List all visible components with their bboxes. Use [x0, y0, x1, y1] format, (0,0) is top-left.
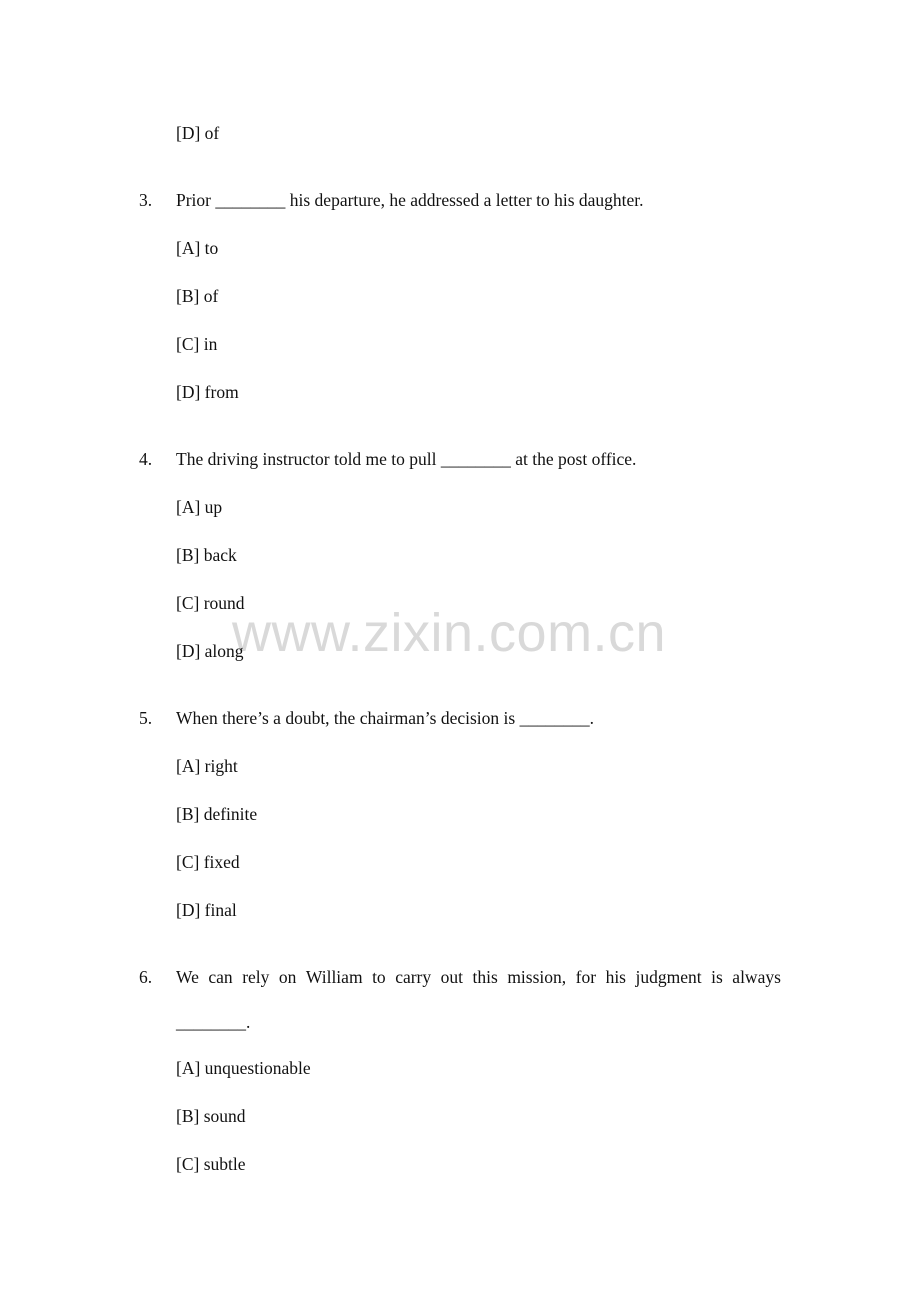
question-5-number: 5. — [139, 708, 153, 728]
question-4-stem: The driving instructor told me to pull ________ at the post office. — [176, 449, 637, 469]
q6-option-c[interactable]: [C] subtle — [176, 1154, 246, 1174]
q4-option-d[interactable]: [D] along — [176, 641, 244, 661]
stem-word: this — [472, 967, 498, 987]
q5-option-a[interactable]: [A] right — [176, 756, 238, 776]
stem-word: his — [605, 967, 626, 987]
stem-word: for — [575, 967, 597, 987]
question-3-number: 3. — [139, 190, 153, 210]
q3-option-d[interactable]: [D] from — [176, 382, 239, 402]
watermark: www.zixin.com.cn — [232, 603, 667, 663]
q3-option-b[interactable]: [B] of — [176, 286, 219, 306]
stem-word: We — [176, 967, 199, 987]
stem-word: rely — [242, 967, 270, 987]
stem-word: to — [372, 967, 386, 987]
stem-word: always — [732, 967, 781, 987]
q4-option-b[interactable]: [B] back — [176, 545, 237, 565]
stem-word: carry — [395, 967, 432, 987]
question-5-stem: When there’s a doubt, the chairman’s decision is ________. — [176, 708, 594, 728]
q4-option-a[interactable]: [A] up — [176, 497, 223, 517]
q5-option-b[interactable]: [B] definite — [176, 804, 258, 824]
q6-option-b[interactable]: [B] sound — [176, 1106, 246, 1126]
q3-option-a[interactable]: [A] to — [176, 238, 219, 258]
q6-option-a[interactable]: [A] unquestionable — [176, 1058, 311, 1078]
question-6-stem — [176, 969, 781, 987]
question-4-number: 4. — [139, 449, 153, 469]
stem-word: mission, — [507, 967, 567, 987]
q5-option-c[interactable]: [C] fixed — [176, 852, 240, 872]
question-6-number: 6. — [139, 967, 153, 987]
stem-word: is — [711, 967, 723, 987]
q3-option-c[interactable]: [C] in — [176, 334, 218, 354]
stem-word: William — [305, 967, 363, 987]
stem-word: out — [440, 967, 464, 987]
q4-option-c[interactable]: [C] round — [176, 593, 245, 613]
stem-word: can — [208, 967, 233, 987]
question-3-stem: Prior ________ his departure, he addressed a letter to his daughter. — [176, 190, 644, 210]
stem-word: judgment — [635, 967, 702, 987]
question-6-stem-continued: ________. — [176, 1012, 251, 1032]
option-d-prev[interactable]: [D] of — [176, 123, 220, 143]
q5-option-d[interactable]: [D] final — [176, 900, 237, 920]
stem-word: on — [278, 967, 297, 987]
